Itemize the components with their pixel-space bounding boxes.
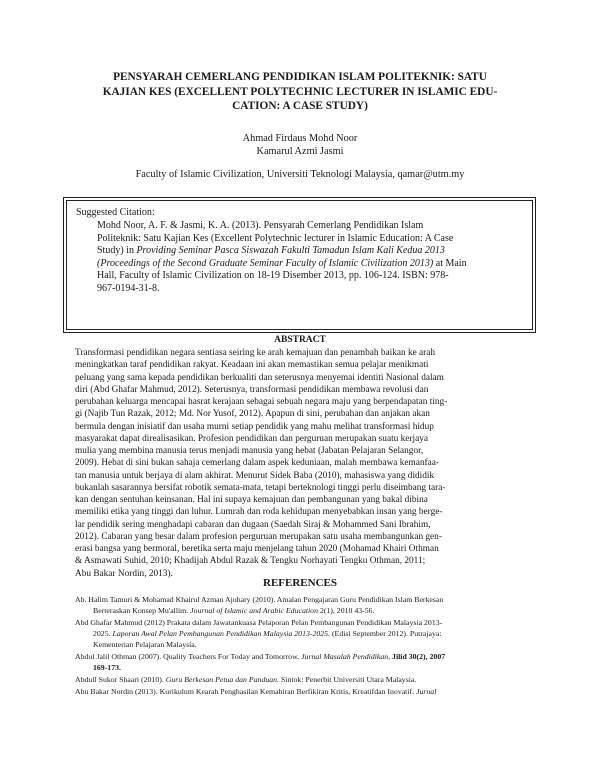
citation-label: Suggested Citation:: [76, 207, 155, 218]
journal-title: Jurnal Masalah Pendidikan,: [301, 652, 391, 661]
affiliation: Faculty of Islamic Civilization, Universiti Teknologi Malaysia, qamar@utm.my: [135, 169, 465, 180]
book-title: Guru Berkesan Petua dan Panduan.: [165, 675, 280, 684]
abstract-line: & Asmawati Suhid, 2010; Khadijah Abdul Razak & Tengku Norhayati Tengku Othman, 2011;: [75, 556, 426, 567]
abstract-line: lar pendidik sering menghadapi cabaran dan dugaan (Saedah Siraj & Mohammed Sani Ibrahim,: [75, 519, 431, 530]
references-heading: REFERENCES: [263, 577, 337, 589]
abstract-line: tan manusia untuk berjaya di alam akhirat. Menurut Sidek Baba (2010), mahasiswa yang dididik: [75, 470, 435, 481]
abstract-line: Abu Bakar Nordin, 2013).: [75, 568, 173, 579]
title-line: CATION: A CASE STUDY): [232, 100, 368, 112]
citation-text: [97, 220, 521, 295]
abstract-line: perubahan keluarga mencapai hasrat kerajaan sebagai sebuah negara maju yang berpendapatan ting-: [75, 397, 448, 407]
abstract-body: [75, 347, 530, 580]
abstract-line: meningkatkan taraf pendidikan rakyat. Keadaan ini akan memastikan semua pelajar menikmati: [75, 360, 429, 371]
title-line: KAJIAN KES (EXCELLENT POLYTECHNIC LECTURER IN ISLAMIC EDU-: [102, 85, 498, 98]
author-name: Kamarul Azmi Jasmi: [256, 146, 344, 157]
reference-list: [75, 594, 540, 698]
proceedings-title: Providing Seminar Pasca Siswazah Fakulti Tamadun Islam Kali Kedua 2013: [136, 245, 445, 256]
title-line: PENSYARAH CEMERLANG PENDIDIKAN ISLAM POLITEKNIK: SATU: [113, 71, 487, 83]
citation-line: Mohd Noor, A. F. & Jasmi, K. A. (2013). Pensyarah Cemerlang Pendidikan Islam: [97, 220, 424, 231]
journal-title: Jurnal: [416, 687, 437, 696]
abstract-line: bermula dengan inisiatif dan usaha murni setiap pendidik yang mahu melihat transformasi hidup: [75, 421, 434, 432]
abstract-line: peluang yang sama kepada pendidikan berkualiti dan seterusnya menyemai identiti Nasional dalam: [75, 372, 444, 383]
reference-entry: Abu Bakar Nordin (2013). Kurikulum Kearah Penghasilan Kemahiran Berfikiran Kritis, Kreatifdan Inovatif. Jurnal: [75, 687, 437, 696]
abstract-line: 2012). Cabaran yang besar dalam profesion perguruan merupakan satu usaha membangunkan gen-: [75, 531, 442, 542]
citation-line: Study) in Providing Seminar Pasca Siswazah Fakulti Tamadun Islam Kali Kedua 2013: [97, 245, 445, 256]
author-list: [60, 132, 540, 158]
abstract-line: erasi bangsa yang bermoral, beretika serta maju menjelang tahun 2020 (Mohamad Khairi Othman: [75, 544, 439, 554]
abstract-line: kan dengan sentuhan keinsanan. Hal ini supaya kemajuan dan pembangunan yang bakal dibina: [75, 495, 428, 505]
reference-entry: Ab. Halim Tamuri & Mohamad Khairul Azman Ajuhary (2010). Amalan Pengajaran Guru Pendidikan Islam Berkesan Berteraskan Konsep Mu'allim. Journal of Islamic and Arabic Education 2(1), 2010 43-56.: [75, 595, 444, 615]
citation-line: 967-0194-31-8.: [97, 282, 160, 294]
citation-line: (Proceedings of the Second Graduate Seminar Faculty of Islamic Civilization 2013) at Main: [97, 257, 467, 269]
paper-title: [60, 70, 540, 114]
abstract-line: 2009). Hebat di sini bukan sahaja cemerlang dalam aspek keduniaan, malah membawa kemanfaa-: [75, 458, 439, 469]
reference-entry: Abdull Sukor Shaari (2010). Guru Berkesan Petua dan Panduan. Sintok: Penerbit Universiti Utara Malaysia.: [75, 675, 417, 684]
report-title: Laporan Awal Pelan Pembangunan Pendidikan Malaysia 2013-2025.: [112, 629, 331, 638]
reference-entry: Abd Ghafar Mahmud (2012) Prakata dalam Jawatankuasa Pelaporan Pelan Pembangunan Pendidikan Malaysia 2013- 2025. Laporan Awal Pelan Pembangunan Pendidikan Malaysia 2013-2025. (Edisi September 2012). Putrajaya: Kementerian Pelajaran Malaysia.: [75, 618, 443, 649]
abstract-line: masyarakat dapat direalisasikan. Profesion pendidikan dan perguruan merupakan suatu kerjaya: [75, 433, 428, 444]
reference-entry: Abdul Jalil Othman (2007). Quality Teachers For Today and Tomorrow. Jurnal Masalah Pendidikan, Jilid 30(2), 2007 169-173.: [75, 652, 446, 672]
author-name: Ahmad Firdaus Mohd Noor: [242, 133, 358, 144]
abstract-heading: ABSTRACT: [274, 335, 326, 345]
abstract-line: memiliki etika yang tinggi dan luhur. Lumrah dan roda kehidupan menyebabkan insan yang berge-: [75, 507, 443, 518]
abstract-line: Transformasi pendidikan negara sentiasa seiring ke arah kemajuan dan penambah baikan ke arah: [75, 348, 436, 358]
journal-title: Journal of Islamic and Arabic Education: [190, 606, 318, 615]
abstract-line: mulia yang membina manusia terus menjadi manusia yang hebat (Jabatan Pelajaran Selangor,: [75, 446, 424, 456]
citation-line: Politeknik: Satu Kajian Kes (Excellent Polytechnic lecturer in Islamic Education: A Case: [97, 232, 454, 244]
citation-line: Hall, Faculty of Islamic Civilization on 18-19 Disember 2013, pp. 106-124. ISBN: 978-: [97, 270, 449, 281]
abstract-line: gi (Najib Tun Razak, 2012; Md. Nor Yusof, 2012). Apapun di sini, perubahan dan anjakan akan: [75, 409, 430, 420]
abstract-line: diri (Abd Ghafar Mahmud, 2012). Seterusnya, transformasi pendidikan membawa revolusi dan: [75, 384, 429, 395]
abstract-line: bukanlah sasarannya bersifat robotik semata-mata, tetapi berteknologi tinggi perlu diseimbang tara-: [75, 482, 446, 493]
